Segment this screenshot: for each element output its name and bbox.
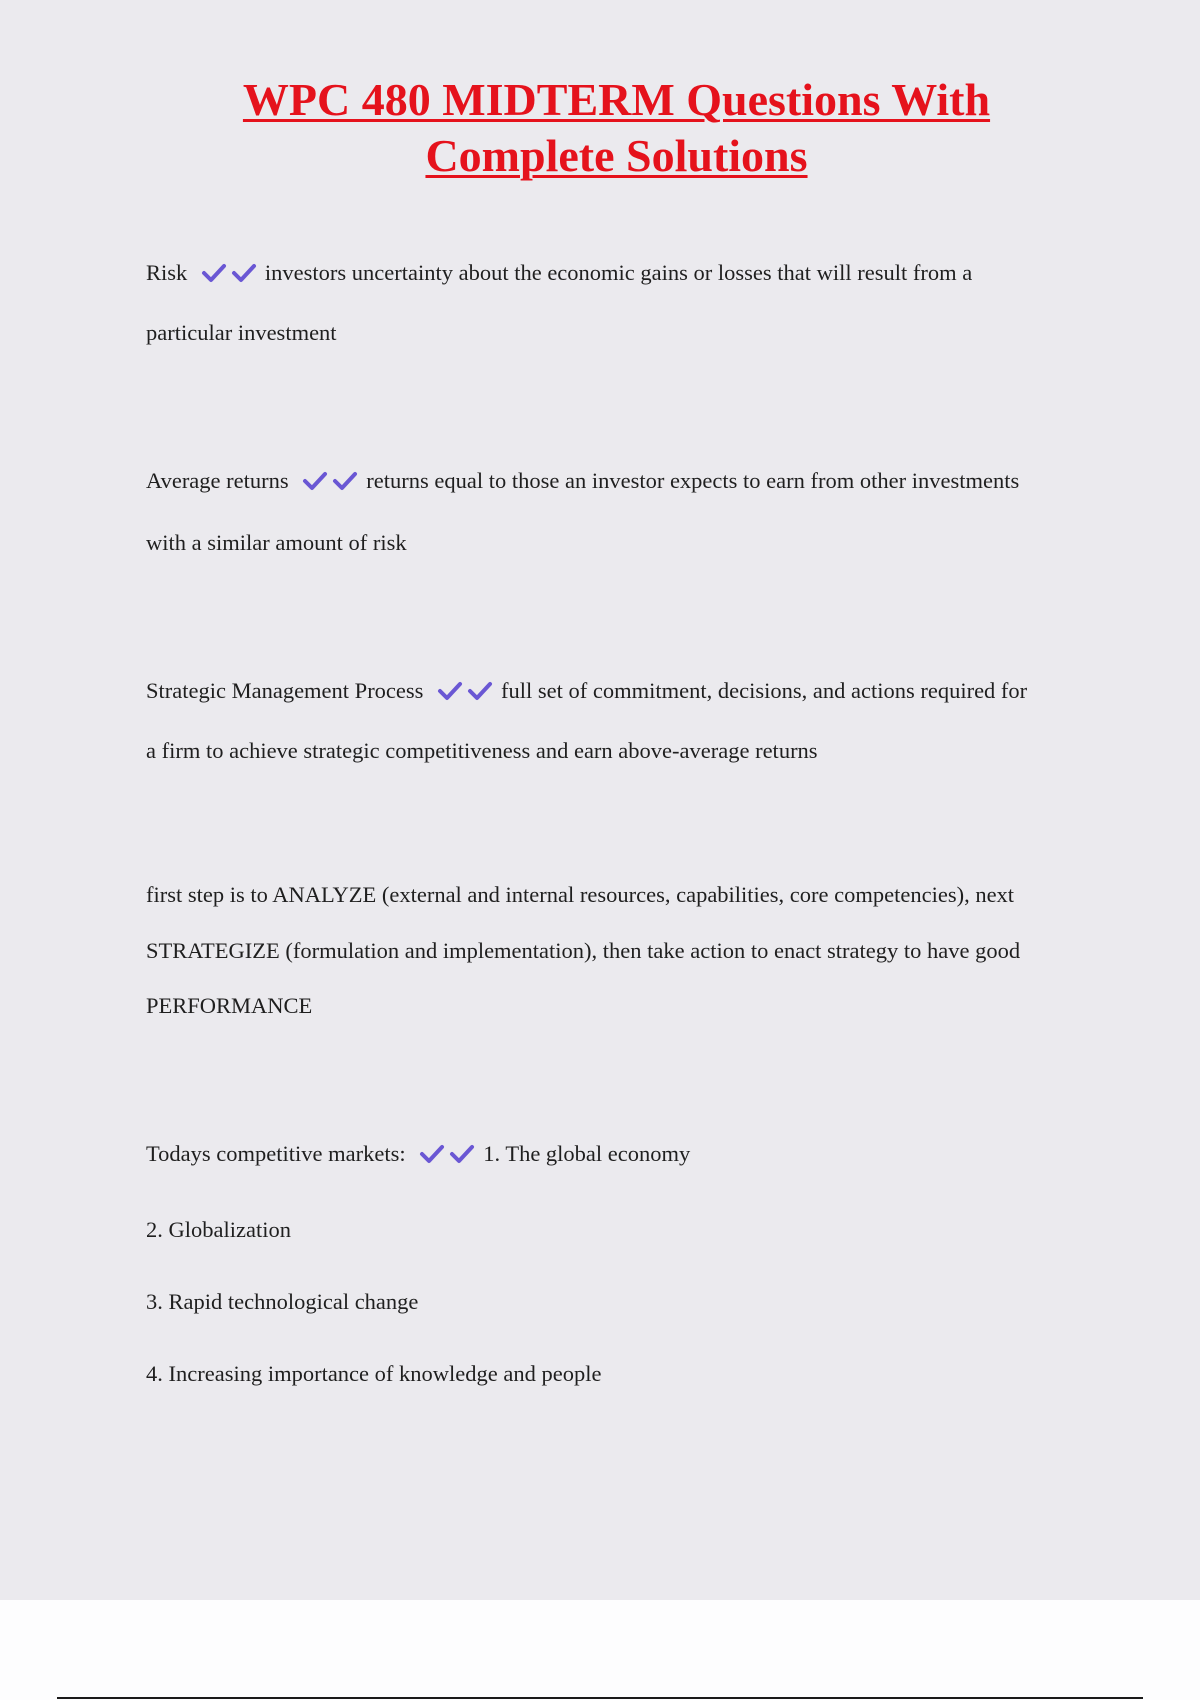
entry-risk	[146, 258, 1096, 288]
title-line-1: WPC 480 MIDTERM Questions With	[242, 74, 991, 125]
entry-term: Risk	[146, 260, 188, 285]
entry-strategic-management-process	[146, 676, 1096, 706]
entry-strategic-management-process-continued: a firm to achieve strategic competitiveness and earn above-average returns	[146, 738, 818, 763]
title-line-2: Complete Solutions	[425, 130, 808, 181]
checkmark-icon	[449, 1144, 475, 1164]
list-item: 2. Globalization	[146, 1217, 291, 1242]
page-footer	[0, 1600, 1200, 1700]
checkmark-icon	[332, 471, 358, 491]
entry-definition: returns equal to those an investor expects to earn from other investments	[366, 468, 1020, 493]
footer-divider	[57, 1697, 1143, 1699]
checkmark-icon	[231, 263, 257, 283]
paragraph-line-2: STRATEGIZE (formulation and implementation), then take action to enact strategy to have good	[146, 938, 1021, 963]
list-item: 1. The global economy	[483, 1141, 691, 1166]
entry-average-returns-continued: with a similar amount of risk	[146, 530, 407, 555]
list-item: 4. Increasing importance of knowledge and people	[146, 1361, 602, 1386]
checkmark-icon	[437, 681, 463, 701]
entry-term: Average returns	[146, 468, 289, 493]
entry-definition: investors uncertainty about the economic gains or losses that will result from a	[264, 260, 973, 285]
checkmark-icon	[419, 1144, 445, 1164]
checkmark-icon	[201, 263, 227, 283]
entry-competitive-markets	[146, 1139, 1096, 1169]
list-item: 3. Rapid technological change	[146, 1289, 419, 1314]
entry-term: Todays competitive markets:	[146, 1141, 406, 1166]
paragraph-line-3: PERFORMANCE	[146, 993, 313, 1018]
document-title	[120, 72, 1113, 184]
entry-term: Strategic Management Process	[146, 678, 424, 703]
checkmark-icon	[302, 471, 328, 491]
paragraph-line-1: first step is to ANALYZE (external and internal resources, capabilities, core competencies), next	[146, 882, 1015, 907]
checkmark-icon	[467, 681, 493, 701]
entry-average-returns	[146, 466, 1096, 496]
entry-definition: full set of commitment, decisions, and actions required for	[501, 678, 1028, 703]
entry-risk-continued: particular investment	[146, 320, 337, 345]
